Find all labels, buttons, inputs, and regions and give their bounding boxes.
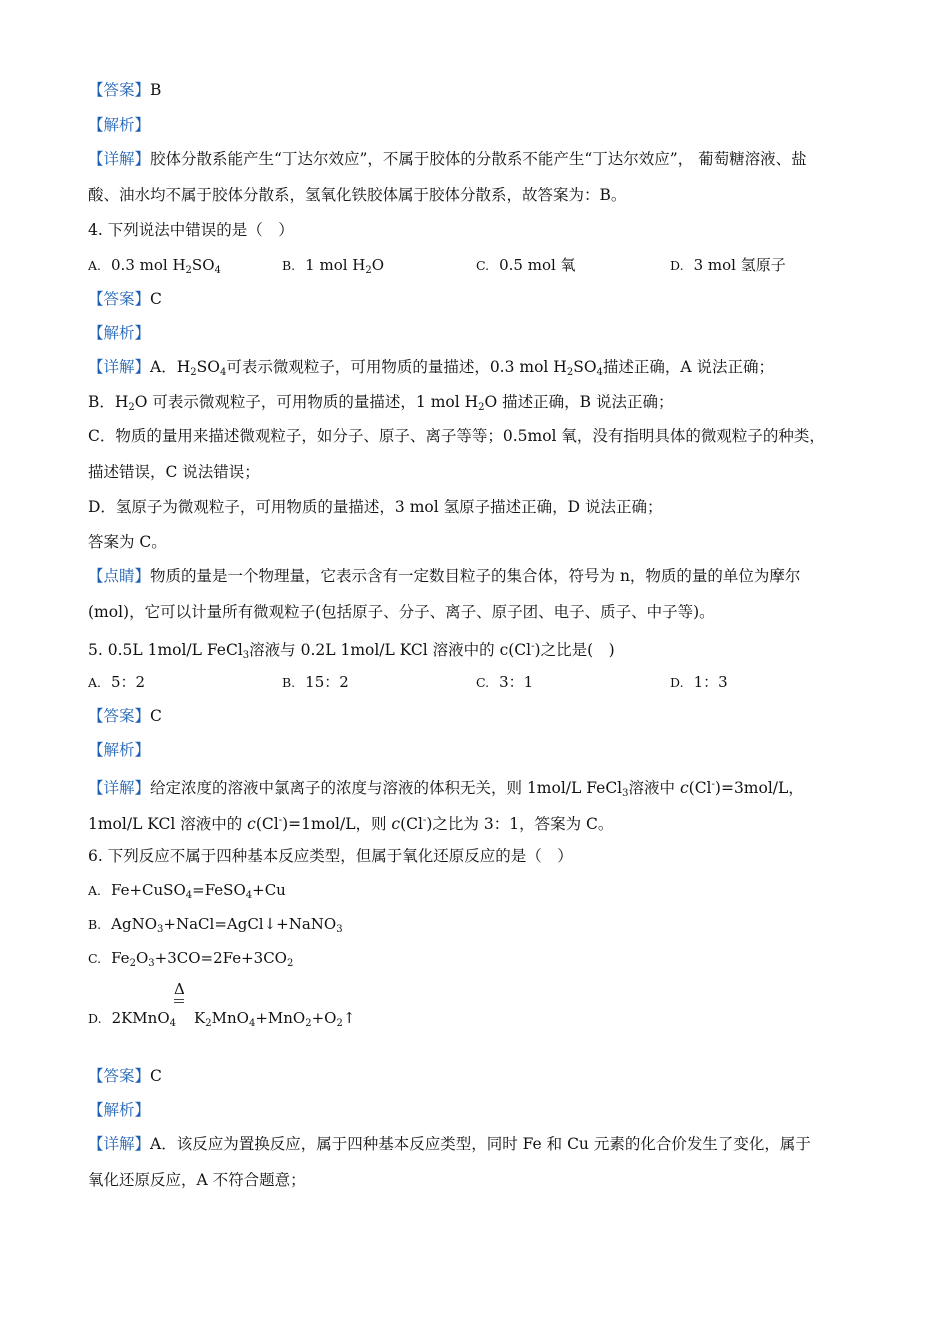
analysis-tag-line xyxy=(88,1100,150,1120)
detail-tag: 【详解】 xyxy=(88,779,151,797)
option-b: B. 1 mol $H_2O$ xyxy=(282,256,385,276)
answer-line xyxy=(88,289,162,309)
analysis-tag: 【解析】 xyxy=(88,324,151,342)
detail-line: 【详解】给定浓度的溶液中氯离子的浓度与溶液的体积无关，则 1mol/L FeCl$_3$溶液中 c(Cl-)=3mol/L， xyxy=(88,779,804,799)
option-b: B. AgNO$_3$+NaCl=AgCl↓+NaNO$_3$ xyxy=(88,915,343,935)
heat-condition-symbol: Δ xyxy=(174,980,185,1003)
analysis-tag: 【解析】 xyxy=(88,741,151,759)
detail-line: 酸、油水均不属于胶体分散系，氢氧化铁胶体属于胶体分散系，故答案为：B。 xyxy=(88,186,627,204)
option-a: A. 0.3 mol $H_2SO_4$ xyxy=(88,256,221,276)
answer-value: B xyxy=(150,81,162,99)
point-line: 【点睛】物质的量是一个物理量，它表示含有一定数目粒子的集合体，符号为 n，物质的量的单位为摩尔 xyxy=(88,567,801,585)
point-tag: 【点睛】 xyxy=(88,567,151,585)
answer-tag: 【答案】 xyxy=(88,1067,151,1085)
point-line: (mol)，它可以计量所有微观粒子(包括原子、分子、离子、原子团、电子、质子、中子等)。 xyxy=(88,603,715,621)
option-c: C. 0.5 mol 氧 xyxy=(476,256,576,274)
detail-line: 【详解】A．$H_2SO_4$可表示微观粒子，可用物质的量描述，0.3 mol $H_2SO_4$描述正确，A 说法正确； xyxy=(88,358,775,378)
detail-line: 【详解】A．该反应为置换反应，属于四种基本反应类型，同时 Fe 和 Cu 元素的化合价发生了变化，属于 xyxy=(88,1135,811,1153)
option-d: D. 3 mol 氢原子 xyxy=(670,256,786,274)
analysis-tag-line xyxy=(88,115,150,135)
detail-line: 答案为 C。 xyxy=(88,533,167,551)
option-a: A. 5：2 xyxy=(88,673,146,691)
option-c: C. $Fe_2O_3+3CO=2Fe+3CO_2$ xyxy=(88,949,294,969)
detail-line: 1mol/L KCl 溶液中的 c(Cl-)=1mol/L，则 c(Cl-)之比为 3：1，答案为 C。 xyxy=(88,815,614,833)
answer-line xyxy=(88,80,161,100)
analysis-tag: 【解析】 xyxy=(88,1101,151,1119)
answer-tag: 【答案】 xyxy=(88,707,151,725)
answer-tag: 【答案】 xyxy=(88,81,151,99)
analysis-tag: 【解析】 xyxy=(88,116,151,134)
option-d: D. 2KMnO$_4$ $K_2MnO_4+MnO_2+O_2↑$ xyxy=(88,1009,356,1029)
answer-value: C xyxy=(150,1067,162,1085)
detail-line: D．氢原子为微观粒子，可用物质的量描述，3 mol 氢原子描述正确，D 说法正确； xyxy=(88,498,663,516)
analysis-tag-line xyxy=(88,323,150,343)
detail-text: 胶体分散系能产生“丁达尔效应”，不属于胶体的分散系不能产生“丁达尔效应”， 葡萄糖溶液、盐 xyxy=(150,150,807,168)
question-stem: 5. 0.5L 1mol/L FeCl$_3$溶液与 0.2L 1mol/L KCl 溶液中的 c(Cl-)之比是( ) xyxy=(88,641,615,661)
detail-line: C．物质的量用来描述微观粒子，如分子、原子、离子等等；0.5mol 氧，没有指明具体的微观粒子的种类， xyxy=(88,427,825,445)
detail-line: 氧化还原反应，A 不符合题意； xyxy=(88,1171,306,1189)
answer-line xyxy=(88,1066,162,1086)
option-d: D. 1：3 xyxy=(670,673,728,691)
detail-tag: 【详解】 xyxy=(88,1135,151,1153)
detail-tag: 【详解】 xyxy=(88,358,151,376)
answer-value: C xyxy=(150,707,162,725)
option-b: B. 15：2 xyxy=(282,673,349,691)
detail-line: B．$H_2O$ 可表示微观粒子，可用物质的量描述，1 mol $H_2O$ 描述正确，B 说法正确； xyxy=(88,393,674,413)
option-c: C. 3：1 xyxy=(476,673,534,691)
option-a: A. Fe+CuSO$_4$=FeSO$_4$+Cu xyxy=(88,881,286,901)
answer-line xyxy=(88,706,162,726)
analysis-tag-line xyxy=(88,740,150,760)
answer-tag: 【答案】 xyxy=(88,290,151,308)
detail-line: 描述错误，C 说法错误； xyxy=(88,463,260,481)
detail-line xyxy=(88,149,807,169)
question-stem: 6. 下列反应不属于四种基本反应类型，但属于氧化还原反应的是（ ） xyxy=(88,847,573,865)
question-stem: 4. 下列说法中错误的是（ ） xyxy=(88,221,294,239)
answer-value: C xyxy=(150,290,162,308)
detail-tag: 【详解】 xyxy=(88,150,151,168)
